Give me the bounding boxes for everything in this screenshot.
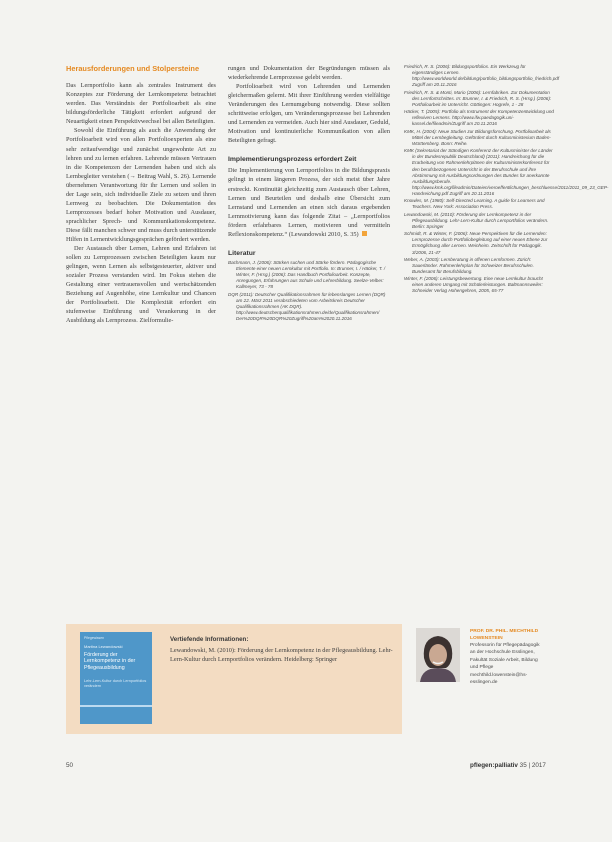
column-3	[404, 64, 609, 296]
reference-item: Friedrich, R. S. & Monti, Mario (2006): Lernfabriken. Zur Dokumentation des Lernfortschrittes. In: Brunner, I. & Friedrich, R. S. (Hrsg.) (2006): Portfolioarbeit im Unterricht. Göttingen: Hogrefe, 1 - 28	[404, 89, 552, 107]
info-heading: Vertiefende Informationen:	[170, 636, 249, 643]
reference-item: DQR (2011): Deutscher Qualifikationsrahmen für lebenslanges Lernen (DQR) am 22. März 2011 verabschiedeten vom Arbeitskreis Deutscher Qualifikationsrahmen (AK DQR). http://www.deutscherqualifikationsrahmen.de/de/Qualifikationsrahmen/ Der%20DQR%20DQR%20Zugriff%20am%2020.11.2016	[228, 291, 386, 322]
author-line: Fakultät Soziale Arbeit, Bildung	[470, 657, 538, 663]
author-email[interactable]: mechthild.lowenstein@hs-	[470, 672, 528, 678]
column-2	[228, 64, 390, 323]
book-title: Förderung der Lernkompetenz in der Pflegeausbildung	[84, 652, 136, 671]
author-email[interactable]: esslingen.de	[470, 680, 498, 686]
book-stripe	[80, 705, 152, 707]
reference-item: Knowles, M. (1980): Self-Directed Learning. A guide for Learners and Teachers. New York: Association Press.	[404, 198, 545, 210]
author-details	[470, 642, 560, 686]
book-author: Martina Lewandowski	[84, 644, 123, 649]
paragraph	[228, 166, 390, 238]
book-subtitle: Lehr-Lern-Kultur durch Lernportfolios verändern	[84, 679, 147, 688]
paragraph-text: Die Implementierung von Lernportfolios in die Bildungspraxis gelingt in einem längeren Prozess, der sich meist über Jahre erstreckt. Kontinuität gleichzeitig zum Austausch über Lehren, Lernen und Beurteilen und deshalb eine Übersicht zum Lernstand und Lernenden an einen sich daraus ergebenden Lernmotivierung kann das folgende Zitat – „Lernportfolios fördern erfahrbares Lernen, motivieren und vermitteln Reflexionskompetenz.“ (Lewandowski 2010, S. 35)	[228, 167, 390, 238]
reference-item: KMK, H. (2004): Neue Studien zur Bildungsforschung. Portfolioarbeit als Mittel der Lernbegleitung. Gefördert durch Kultusministerium Baden-Württemberg. Bonn: Reihe.	[404, 128, 551, 146]
publication-footer	[470, 762, 546, 769]
section-heading: Herausforderungen und Stolpersteine	[66, 64, 200, 73]
reference-item: Winter, F. (2006): Leistungsbewertung. Eine neue Lernkultur braucht einen anderen Umgang mit Schülerleistungen. Baltmannsweiler: Schneider Verlag Hohengehren, 2005, 65-77	[404, 276, 543, 294]
further-info-box	[66, 624, 402, 734]
info-text: Lewandowski, M. (2010): Förderung der Lernkompetenz in der Pflegeausbildung. Lehr-Lern-Kultur durch Lernportfolios verändern. Heidelberg: Springer	[170, 647, 393, 664]
publication-issue: 35 | 2017	[517, 762, 546, 769]
paragraph: Der Austausch über Lernen, Lehren und Erfahren ist sollen zu Lernprozessen zwischen Beteiligten kaum nur gelingen, wenn Lernen als selbstgesteuerter, aktiver und sozialer Prozess verstanden wird. Im Fokus stehen die Gestaltung einer vertrauensvollen und wertschätzenden Beziehung auf Augenhöhe, eine Lernkultur und Chancen der Portfolioarbeit. Die Komplexität erfordert ein stufenweise Einführung und Verankerung in der Ausbildung als Lernprozess. Zielformulie-	[66, 245, 216, 325]
literature-heading: Literatur	[228, 249, 256, 257]
author-name: PROF. DR. PHIL. MECHTHILD LOWENSTEIN	[470, 629, 539, 642]
reference-item: Bachmann, J. (2006): Stärken suchen und Stärke fördern. Pädagogische Elemente einer neuen Lernkultur mit Portfolio. In: Brunner, I. / Häcker, T. / Winter, F. (Hrsg.) (2006): Das Handbuch Portfolioarbeit. Konzepte, Anregungen, Erfahrungen aus Schule und Lehrerbildung. Seelze-Velber: Kallmeyer, 73 - 78	[228, 259, 386, 290]
book-cover	[80, 632, 152, 724]
reference-item: Schmidt, R. & Winter, F. (2006): Neue Perspektiven für die Lernenden: Lernprozesse durch Portfoliobegleitung auf einer neuen Ebene zur Ermöglichung aller Lernen. Weinheim. Zeitschrift für Pädagogik. 3/2006, 21-47	[404, 231, 548, 255]
subheading: Implementierungsprozess erfordert Zeit	[228, 156, 357, 164]
reference-item: Häcker, T. (2005): Portfolio als Instrument der Kompetenzentwicklung und reflexiven Lernens. http://www.ifw.paedagogik.uni-kassel.de/fileadmin/Zugriff am 20.11.2016	[404, 109, 554, 127]
paragraph: Portfolioarbeit wird von Lehrenden und Lernenden gleichermaßen gelernt. Mit ihrer Einführung werden vielfältige Veränderungen des Lernumgebung notwendig. Diese sollten schrittweise erfolgen, um Veränderungsprozesse bei Lehrenden und Lernenden zu vermeiden. Auch hier sind Ausdauer, Geduld, Motivation und kontinuierliche Kommunikation von allen Beteiligten gefragt.	[228, 83, 390, 145]
publication-name: pflegen:palliativ	[470, 762, 518, 769]
paragraph: rungen und Dokumentation der Begründungen müssen als wiederkehrende Lernprozesse gelebt werden.	[228, 65, 390, 82]
reference-item: Friedrich, R. S. (2006): Bildungsportfolios. Ein Werkzeug für eigenständiges Lernen. http://www.worldworld.de/bildung/portfolio_bildungsportfolio_friedrich.pdf Zugriff am 20.11.2016	[404, 64, 560, 88]
column-1	[66, 64, 216, 325]
page-number: 50	[66, 762, 74, 769]
paragraph: Sowohl die Einführung als auch die Anwendung der Portfolioarbeit wird von allen Portfolioexperten als eine sehr zeitaufwendige und zunächst ungewohnte Art zu lehren und zu lernen erfahren. Lehrende müssen Vertrauen in die Kompetenzen der Lernenden haben und sich als Lernbegleiter verstehen (→ Beitrag Wahl, S. 26). Lernende übernehmen Verantwortung für ihr Lernen und sollen in der Lage sein, sich individuelle Ziele zu setzen und ihren Lernweg zu beobachten. Die Dokumentation des Lernprozesses bedarf hoher Motivation und Ausdauer, sprachlicher Sprech- und Kommunikationskompetenz. Diese fällt manchen schwer und muss durch unterstützende Hilfen in Lernentwicklungsgesprächen gefördert werden.	[66, 127, 216, 243]
paragraph: Das Lernportfolio kann als zentrales Instrument des Konzeptes zur Förderung der Lernkompetenz betrachtet werden. Das Verständnis der Portfolioarbeit als eine bildungsförderliche Tätigkeit erfordert aufgrund der Neuartigkeit einen Perspektivwechsel bei allen Beteiligten.	[66, 82, 216, 126]
author-line: Professorin für Pflegepädagogik	[470, 643, 540, 648]
reference-item: KMK (Sekretariat der Ständigen Konferenz der Kultusminister der Länder in der Bundesrepublik Deutschland) (2011): Handreichung für die Erarbeitung von Rahmenlehrplänen der Kultusministerkonferenz für den berufsbezogenen Unterricht in der Berufsschule und ihre Abstimmung mit Ausbildungsordnungen des Bundes für anerkannte Ausbildungsberufe. http://www.kmk.org/fileadmin/Dateien/veroeffentlichungen_beschluesse/2011/2011_09_23_GEP-Handreichung.pdf Zugriff am 20.11.2016	[404, 148, 609, 197]
book-series: Pflegewissen	[84, 636, 104, 640]
portrait-icon	[416, 628, 460, 682]
end-mark-icon	[362, 231, 367, 236]
author-line: und Pflege	[470, 665, 494, 671]
author-photo	[416, 628, 460, 682]
reference-item: Weber, A. (2003): Lernberatung in offenen Lernformen. Zürich: Sauerländer. Rahmenlehrplan für Schweizer Berufsschulen. Bundesamt für Berufsbildung.	[404, 256, 534, 274]
author-line: an der Hochschule Esslingen,	[470, 650, 535, 656]
reference-item: Lewandowski, M. (2010): Förderung der Lernkompetenz in der Pflegeausbildung. Lehr-Lern-Kultur durch Lernportfolios verändern. Berlin: Springer	[404, 211, 549, 229]
